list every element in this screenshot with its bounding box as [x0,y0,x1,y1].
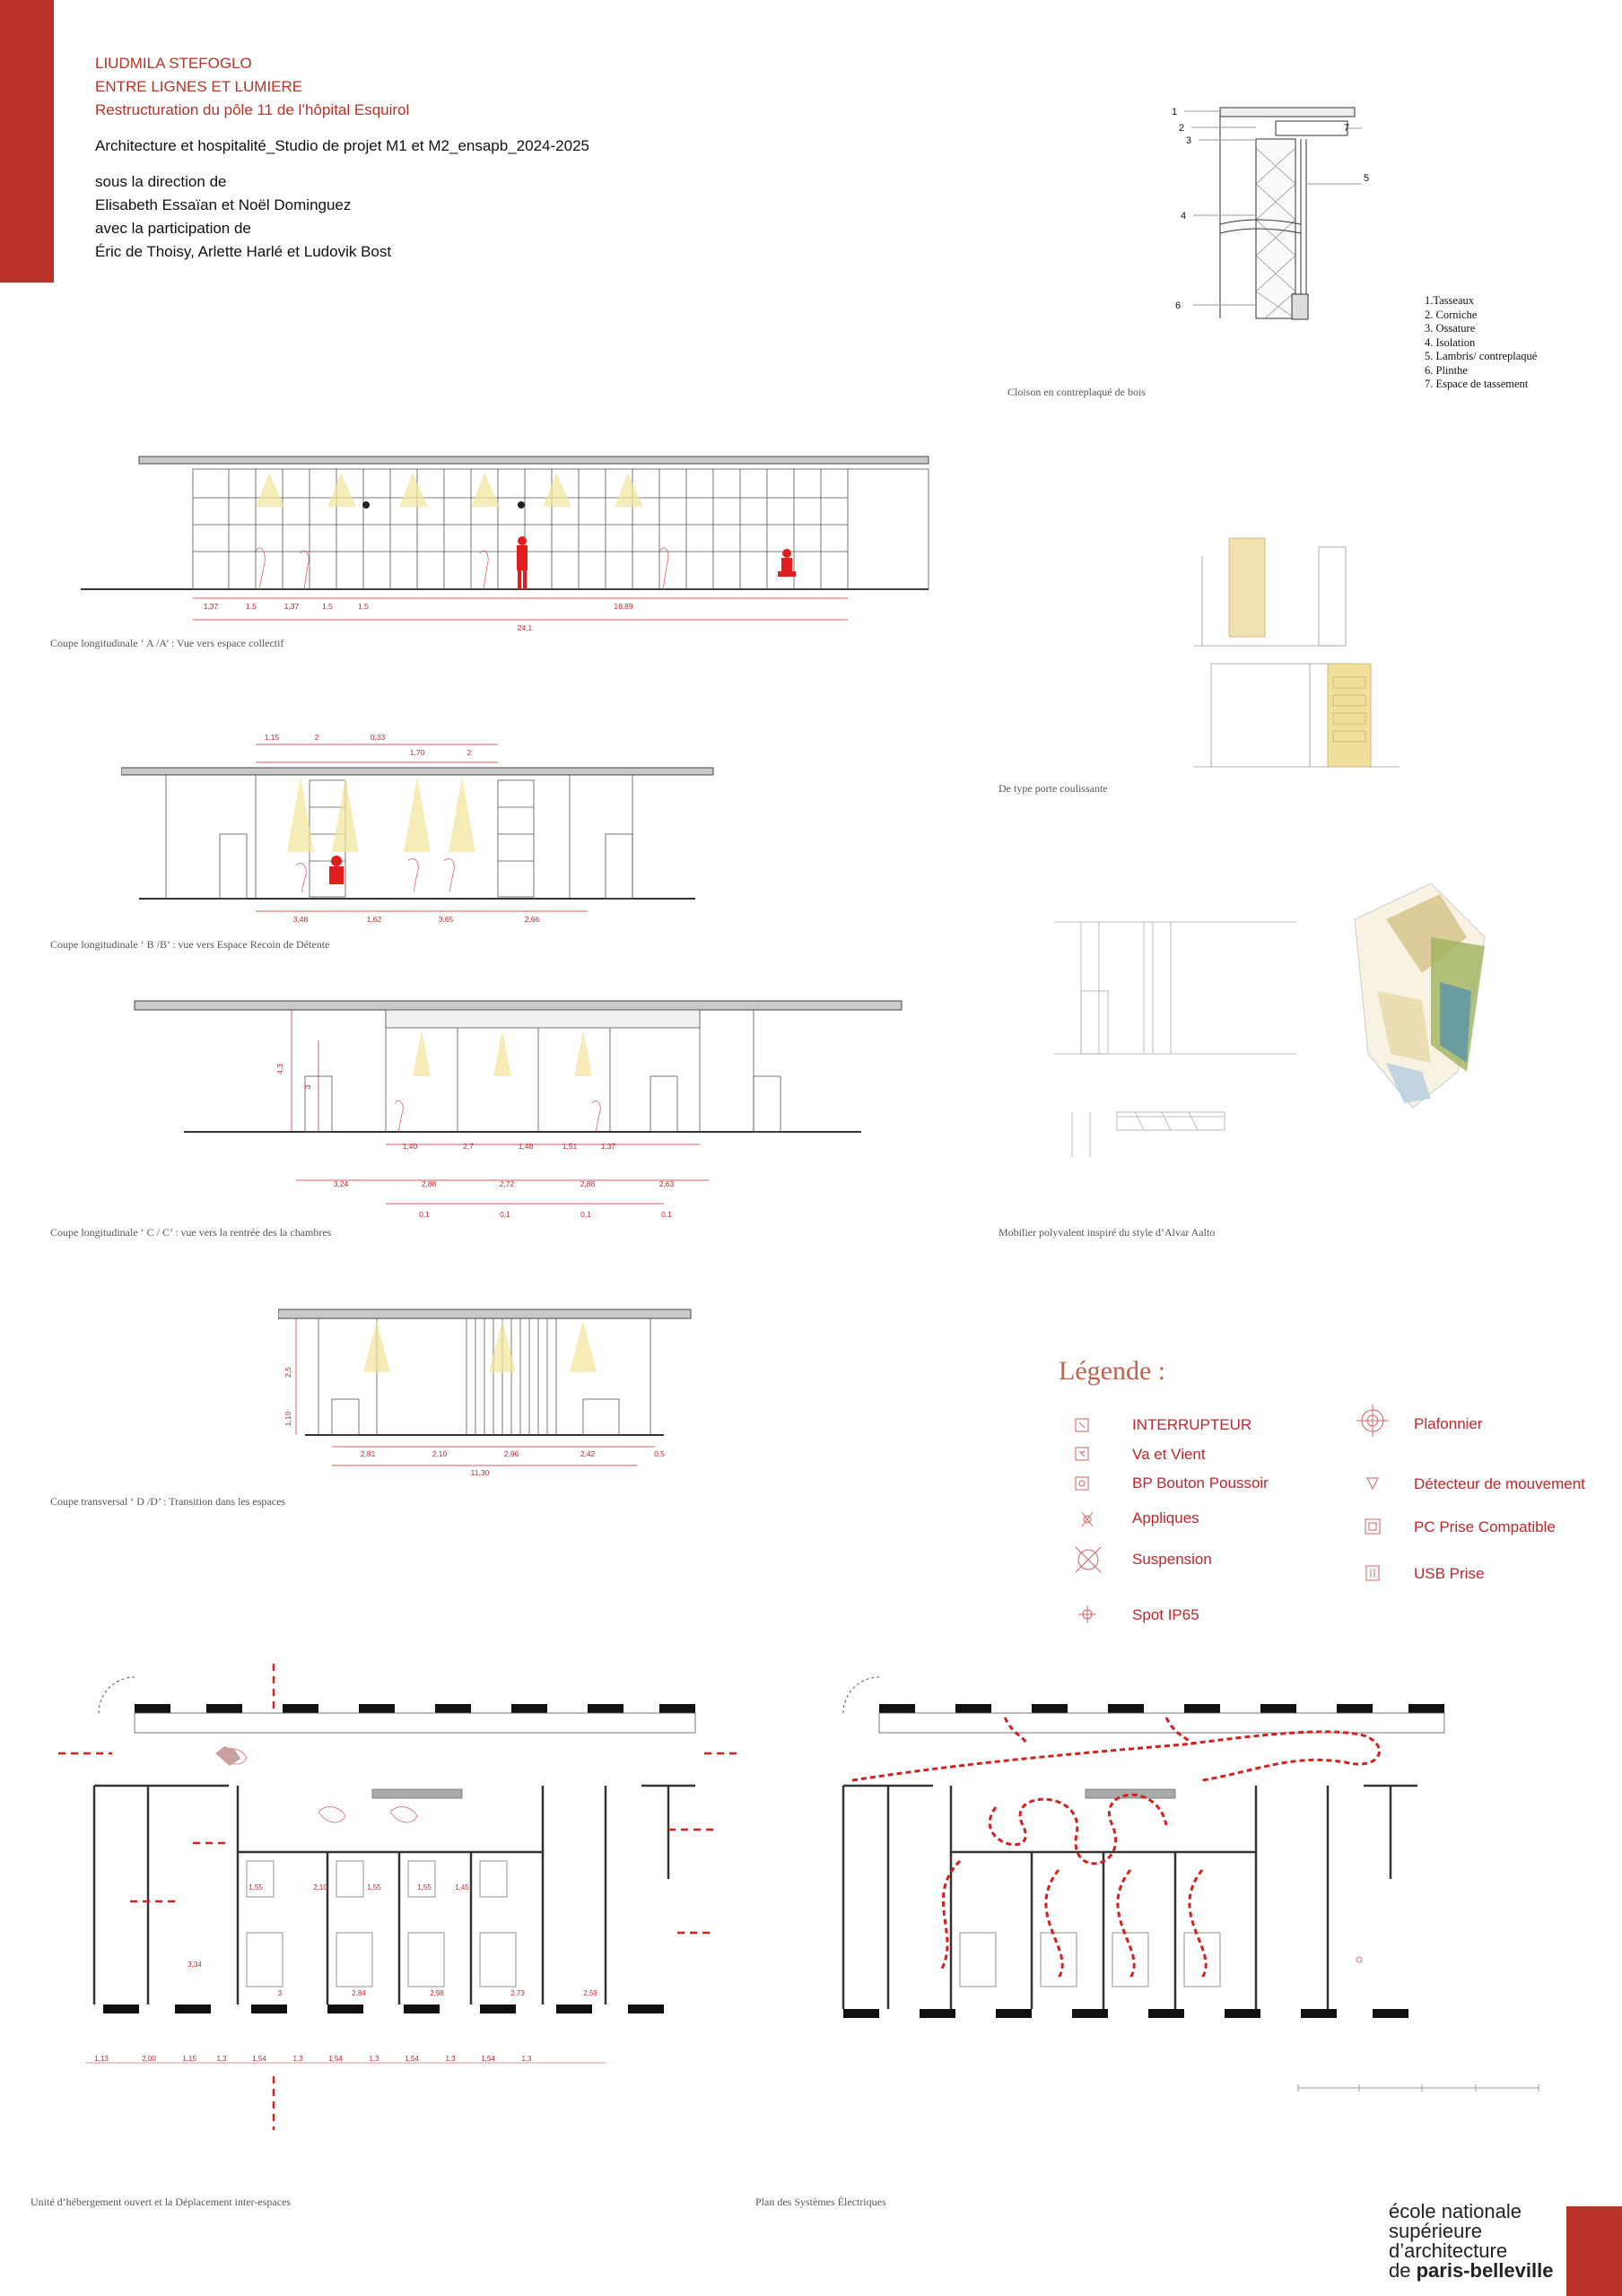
switch-icon [1072,1415,1094,1437]
dd-dim: 2,96 [503,1449,519,1458]
section-aa-caption: Coupe longitudinale ‘ A /A’ : Vue vers espace collectif [50,637,284,649]
plan-left-dim: 1,3 [292,2055,303,2063]
cc-dim: 2,63 [658,1179,675,1188]
cc-dim: 0,1 [661,1210,672,1219]
plan-left-dim: 2,84 [352,1989,366,1997]
detail-legend-item: 3. Ossature [1425,322,1476,335]
legend-item-ceiling: Plafonnier [1414,1415,1483,1432]
plan-left-dim: 1,55 [249,1883,263,1892]
dd-dim-vertical: 1,10 [283,1411,292,1427]
plan-left-dim: 2,00 [142,2055,156,2063]
school-line-prefix: de [1389,2259,1417,2282]
plan-left-dim: 1,54 [252,2055,266,2063]
section-dd-caption: Coupe transversal ‘ D /D’ : Transition dans les espaces [50,1495,286,1508]
wall-detail-drawing [1166,99,1400,332]
aa-dim: 1,37 [283,602,300,611]
wall-detail-caption: Cloison en contreplaqué de bois [1007,386,1146,398]
legend-item-push-button: BP Bouton Poussoir [1132,1474,1269,1492]
participation-intro: avec la participation de [95,220,251,237]
wall-detail-legend [1425,294,1537,392]
socket-icon [1362,1516,1383,1537]
bb-dim-bottom: 1,62 [366,915,382,924]
aalto-caption: Mobilier polyvalent inspiré du style d’Alvar Aalto [998,1226,1216,1239]
legend-item-socket: PC Prise Compatible [1414,1518,1556,1535]
dd-dim-total: 11,30 [470,1468,490,1477]
project-title: ENTRE LIGNES ET LUMIERE [95,78,303,95]
participants: Éric de Thoisy, Arlette Harlé et Ludovik Bost [95,243,392,260]
aa-dim: 18,89 [614,602,633,611]
plan-left-dim: 1,3 [216,2055,227,2063]
callout-5: 5 [1364,173,1370,184]
legend-item-spot: Spot IP65 [1132,1606,1199,1623]
detail-legend-item: 5. Lambris/ contreplaqué [1425,350,1538,362]
callout-7: 7 [1344,123,1350,134]
sliding-door-drawing [1193,529,1400,771]
poster-header [95,52,741,264]
plan-left-dim: 3,34 [187,1961,202,1969]
push-button-icon [1072,1474,1094,1495]
cc-dim: 0,1 [419,1210,430,1219]
section-bb-caption: Coupe longitudinale ‘ B /B’ : vue vers Espace Recoin de Détente [50,938,330,951]
plan-left-dim: 2,73 [510,1989,525,1997]
legend-item-pendant: Suspension [1132,1551,1212,1568]
callout-4: 4 [1181,211,1187,222]
dd-dim: 2,81 [360,1449,376,1458]
school-line: supérieure [1389,2220,1482,2242]
plan-left-dim: 1,54 [328,2055,343,2063]
sliding-door-caption: De type porte coulissante [998,782,1108,795]
author-name: LIUDMILA STEFOGLO [95,55,252,72]
aa-dim: 1,5 [322,602,333,611]
cc-dim: 1,51 [562,1142,578,1151]
plan-left-dim: 1,15 [182,2055,196,2063]
cc-dim: 1,40 [402,1142,418,1151]
cc-dim-vertical: 4,3 [275,1064,284,1074]
detail-legend-item: 2. Corniche [1425,308,1478,321]
dd-dim: 0,5 [654,1449,665,1458]
cc-dim: 2,7 [463,1142,474,1151]
detail-legend-item: 7. Espace de tassement [1425,378,1529,390]
plan-left-caption: Unité d’hébergement ouvert et la Déplacement inter-espaces [31,2196,292,2208]
detail-legend-item: 6. Plinthe [1425,363,1468,377]
direction-intro: sous la direction de [95,173,227,190]
plan-left-dim: 1,3 [521,2055,532,2063]
section-dd-drawing [278,1300,709,1480]
cc-dim: 0,1 [580,1210,591,1219]
plan-left-dim: 2,59 [583,1989,597,1997]
plan-left-dim: 1,3 [369,2055,379,2063]
aalto-furniture-drawing [1045,883,1494,1161]
callout-1: 1 [1172,107,1178,117]
plan-left-dim: 1,55 [417,1883,432,1892]
plan-left-dim: 1,45 [455,1883,469,1892]
bb-dim-bottom: 2,66 [524,915,540,924]
motion-detector-icon [1362,1473,1383,1494]
section-cc-caption: Coupe longitudinale ‘ C / C’ : vue vers la rentrée des la chambres [50,1226,332,1239]
bottom-right-accent-bar [1566,2206,1622,2296]
school-name-bold: paris-belleville [1416,2259,1554,2282]
callout-3: 3 [1186,135,1192,146]
top-left-accent-bar [0,0,54,283]
legend-item-motion: Détecteur de mouvement [1414,1475,1585,1492]
bb-dim-top: 1.15 [264,733,280,742]
plan-left-dim: 2,98 [430,1989,444,1997]
aa-dim-total: 24,1 [517,623,533,632]
cc-dim: 2,88 [421,1179,437,1188]
bb-dim-bottom: 3.65 [438,915,454,924]
legend-item-switch: INTERRUPTEUR [1132,1416,1252,1433]
callout-2: 2 [1179,123,1185,134]
cc-dim: 2,88 [580,1179,596,1188]
aa-dim: 1,37 [203,602,219,611]
legend-item-two-way: Va et Vient [1132,1446,1206,1463]
aa-dim: 1,5 [246,602,257,611]
bb-dim-top: 1.70 [409,748,425,757]
aa-dim: 1,5 [358,602,369,611]
plan-left-dim: 3 [277,1989,283,1997]
detail-legend-item: 1.Tasseaux [1425,294,1475,307]
plan-left-dim: 1,3 [445,2055,456,2063]
two-way-switch-icon [1072,1444,1094,1465]
bb-dim-bottom: 3,48 [292,915,309,924]
dd-dim-vertical: 2,5 [283,1367,292,1378]
bb-dim-top: 2 [467,748,472,757]
school-line: d’architecture [1389,2239,1508,2262]
ceiling-light-icon [1353,1401,1392,1440]
plan-left-drawing [49,1664,740,2139]
plan-left-dim: 1,54 [405,2055,419,2063]
detail-legend-item: 4. Isolation [1425,335,1476,349]
section-aa-drawing [76,453,933,637]
dd-dim: 2,10 [432,1449,448,1458]
plan-left-dim: 2,10 [313,1883,327,1892]
directors: Elisabeth Essaïan et Noël Dominguez [95,196,352,213]
cc-dim: 0,1 [500,1210,510,1219]
cc-dim-vertical: 3 [303,1084,312,1090]
project-subtitle: Restructuration du pôle 11 de l’hôpital Esquirol [95,101,410,118]
legend-item-usb: USB Prise [1414,1565,1485,1582]
pendant-light-icon [1073,1544,1103,1575]
school-line [1389,2261,1553,2281]
plan-electrical-caption: Plan des Systèmes Électriques [755,2196,886,2208]
legend-title: Légende : [1059,1356,1166,1386]
section-cc-drawing [126,996,915,1220]
cc-dim: 1,37 [600,1142,616,1151]
bb-dim-top: 2 [314,733,319,742]
school-line: école nationale [1389,2200,1522,2222]
cc-dim: 2,72 [499,1179,515,1188]
cc-dim: 1,48 [518,1142,534,1151]
scale-bar [1296,2079,1543,2100]
bb-dim-top: 0,33 [370,733,386,742]
studio-line: Architecture et hospitalité_Studio de projet M1 et M2_ensapb_2024-2025 [95,137,589,154]
school-logo-text [1389,2202,1553,2281]
wall-light-icon [1077,1509,1098,1530]
plan-left-dim: 1,13 [94,2055,109,2063]
legend-item-wall-lights: Appliques [1132,1509,1199,1526]
dd-dim: 2,42 [580,1449,596,1458]
plan-left-dim: 1,55 [367,1883,381,1892]
spot-ip65-icon [1077,1604,1098,1625]
usb-socket-icon [1362,1562,1383,1584]
plan-electrical-drawing [789,1664,1561,2103]
cc-dim: 3,24 [333,1179,349,1188]
callout-6: 6 [1175,300,1182,311]
section-bb-drawing [121,726,722,928]
plan-left-dim: 1,54 [481,2055,495,2063]
